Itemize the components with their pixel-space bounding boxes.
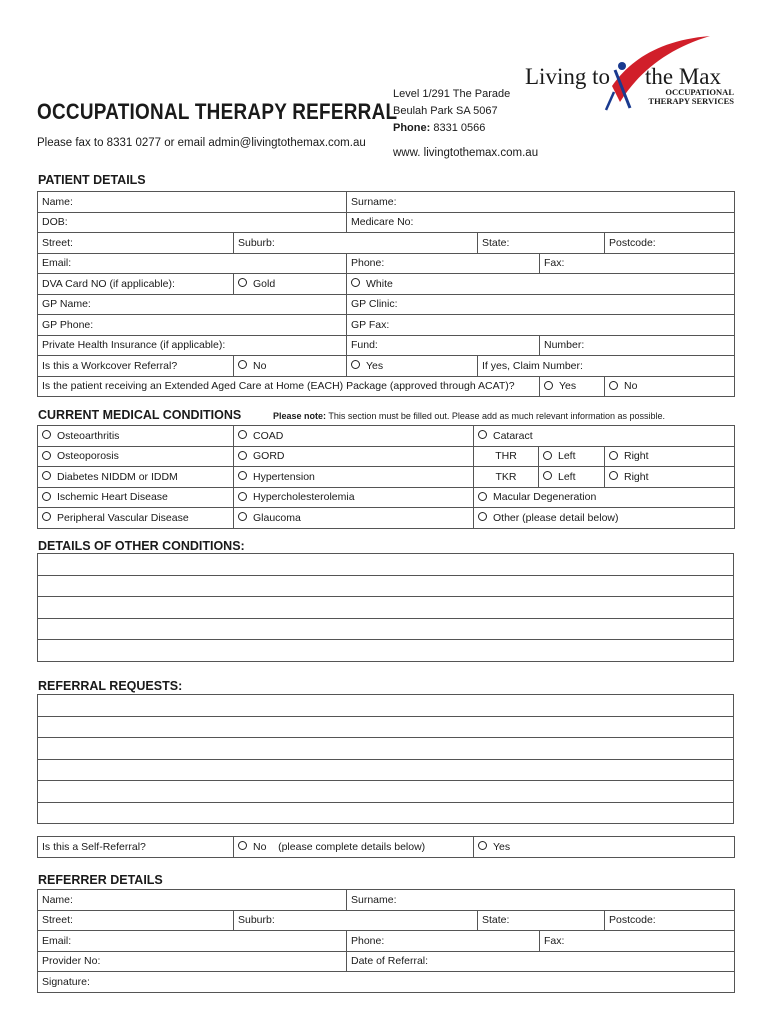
yes-label: Yes (366, 359, 384, 372)
condition-cataract[interactable] (474, 426, 735, 447)
radio-icon[interactable] (544, 381, 553, 390)
condition-osteoporosis[interactable] (38, 446, 234, 467)
radio-icon[interactable] (543, 451, 552, 460)
table-row (38, 426, 735, 447)
self-referral-table (37, 836, 735, 858)
address-line-2: Beulah Park SA 5067 (393, 105, 498, 117)
self-referral-label: Is this a Self-Referral? (38, 837, 234, 858)
radio-icon[interactable] (351, 278, 360, 287)
patient-details-table (37, 191, 735, 397)
yes-label: Yes (559, 380, 577, 393)
patient-postcode-field[interactable]: Postcode: (605, 233, 735, 254)
radio-icon[interactable] (609, 471, 618, 480)
referrer-suburb-field[interactable]: Suburb: (234, 910, 478, 931)
form-title: OCCUPATIONAL THERAPY REFERRAL (37, 99, 398, 124)
other-conditions-line[interactable] (38, 575, 734, 597)
conditions-note (273, 411, 665, 421)
table-row (38, 294, 735, 315)
table-row (38, 640, 734, 662)
table-row (38, 781, 734, 803)
number-field[interactable]: Number: (540, 335, 735, 356)
condition-label: Glaucoma (253, 511, 301, 524)
referrer-details-table (37, 889, 735, 993)
referrer-name-field[interactable]: Name: (38, 890, 347, 911)
condition-label: Macular Degeneration (493, 491, 597, 504)
condition-label: Osteoarthritis (57, 429, 120, 442)
condition-label: Osteoporosis (57, 450, 119, 463)
gp-fax-field[interactable]: GP Fax: (347, 315, 735, 336)
radio-icon[interactable] (238, 278, 247, 287)
patient-phone-field[interactable]: Phone: (347, 253, 540, 274)
referral-request-line[interactable] (38, 695, 734, 717)
condition-label: Diabetes NIDDM or IDDM (57, 470, 178, 483)
patient-details-heading: PATIENT DETAILS (38, 173, 146, 187)
table-row (38, 575, 734, 597)
thr-right-option[interactable] (605, 446, 735, 467)
radio-icon[interactable] (238, 492, 247, 501)
right-label: Right (624, 470, 649, 483)
condition-gord[interactable] (234, 446, 474, 467)
condition-hypercholesterolemia[interactable] (234, 487, 474, 508)
referrer-details-heading: REFERRER DETAILS (38, 873, 163, 887)
phone-label: Phone: (393, 122, 431, 134)
address-line-1: Level 1/291 The Parade (393, 88, 511, 100)
radio-icon[interactable] (42, 492, 51, 501)
other-conditions-line[interactable] (38, 597, 734, 619)
patient-email-field[interactable]: Email: (38, 253, 347, 274)
table-row (38, 212, 735, 233)
referral-requests-lines (37, 694, 734, 824)
dva-gold-option[interactable] (234, 274, 347, 295)
tkr-left-option[interactable] (539, 467, 605, 488)
table-row (38, 759, 734, 781)
gold-label: Gold (253, 277, 276, 290)
radio-icon[interactable] (238, 512, 247, 521)
referrer-email-field[interactable]: Email: (38, 931, 347, 952)
logo-subtitle-line2: THERAPY SERVICES (648, 96, 734, 106)
radio-icon[interactable] (351, 360, 360, 369)
phone-value: 8331 0566 (433, 122, 486, 134)
radio-icon[interactable] (478, 492, 487, 501)
patient-dob-field[interactable]: DOB: (38, 212, 347, 233)
referrer-street-field[interactable]: Street: (38, 910, 234, 931)
referral-request-line[interactable] (38, 781, 734, 803)
each-package-label: Is the patient receiving an Extended Aged Care at Home (EACH) Package (approved through ACAT)? (38, 376, 540, 397)
table-row (38, 837, 735, 858)
condition-label: Hypertension (253, 470, 315, 483)
medical-conditions-table (37, 425, 735, 529)
fund-field[interactable]: Fund: (347, 335, 540, 356)
condition-other[interactable] (474, 508, 735, 529)
radio-icon[interactable] (42, 451, 51, 460)
condition-label: Ischemic Heart Disease (57, 491, 168, 504)
patient-fax-field[interactable]: Fax: (540, 253, 735, 274)
condition-osteoarthritis[interactable] (38, 426, 234, 447)
condition-label: GORD (253, 450, 285, 463)
table-row (38, 487, 735, 508)
left-label: Left (558, 470, 576, 483)
referral-request-line[interactable] (38, 738, 734, 760)
referral-request-line[interactable] (38, 759, 734, 781)
table-row (38, 738, 734, 760)
radio-icon[interactable] (238, 471, 247, 480)
gp-clinic-field[interactable]: GP Clinic: (347, 294, 735, 315)
radio-icon[interactable] (543, 471, 552, 480)
table-row (38, 315, 735, 336)
condition-hypertension[interactable] (234, 467, 474, 488)
logo-text-part2: the Max (645, 64, 722, 89)
table-row (38, 335, 735, 356)
table-row (38, 253, 735, 274)
self-referral-no-option[interactable] (234, 837, 474, 858)
tkr-label: TKR (474, 467, 539, 488)
table-row (38, 376, 735, 397)
radio-icon[interactable] (238, 841, 247, 850)
table-row (38, 931, 735, 952)
table-row (38, 951, 735, 972)
gp-phone-field[interactable]: GP Phone: (38, 315, 347, 336)
radio-icon[interactable] (478, 512, 487, 521)
fax-email-line: Please fax to 8331 0277 or email admin@livingtothemax.com.au (37, 137, 366, 149)
patient-surname-field[interactable]: Surname: (347, 192, 735, 213)
private-health-label: Private Health Insurance (if applicable): (38, 335, 347, 356)
other-conditions-line[interactable] (38, 640, 734, 662)
table-row (38, 554, 734, 576)
each-no-option[interactable] (605, 376, 735, 397)
tkr-right-option[interactable] (605, 467, 735, 488)
no-label: No (624, 380, 638, 393)
other-conditions-line[interactable] (38, 554, 734, 576)
dva-card-label: DVA Card NO (if applicable): (38, 274, 234, 295)
date-of-referral-field[interactable]: Date of Referral: (347, 951, 735, 972)
radio-icon[interactable] (238, 451, 247, 460)
workcover-yes-option[interactable] (347, 356, 478, 377)
referral-request-line[interactable] (38, 716, 734, 738)
no-label: No (please complete details below) (253, 840, 426, 853)
referrer-surname-field[interactable]: Surname: (347, 890, 735, 911)
patient-street-field[interactable]: Street: (38, 233, 234, 254)
table-row (38, 597, 734, 619)
table-row (38, 716, 734, 738)
signature-field[interactable]: Signature: (38, 972, 735, 993)
table-row (38, 233, 735, 254)
radio-icon[interactable] (609, 451, 618, 460)
patient-state-field[interactable]: State: (478, 233, 605, 254)
condition-peripheral-vascular-disease[interactable] (38, 508, 234, 529)
thr-label: THR (474, 446, 539, 467)
radio-icon[interactable] (42, 430, 51, 439)
referral-request-line[interactable] (38, 802, 734, 824)
logo-subtitle (638, 88, 734, 106)
table-row (38, 972, 735, 993)
patient-suburb-field[interactable]: Suburb: (234, 233, 478, 254)
condition-coad[interactable] (234, 426, 474, 447)
condition-label: Hypercholesterolemia (253, 491, 355, 504)
referrer-state-field[interactable]: State: (478, 910, 605, 931)
patient-medicare-field[interactable]: Medicare No: (347, 212, 735, 233)
white-label: White (366, 277, 393, 290)
radio-icon[interactable] (42, 471, 51, 480)
table-row (38, 618, 734, 640)
referrer-fax-field[interactable]: Fax: (540, 931, 735, 952)
address-block (393, 86, 510, 137)
note-label: Please note: (273, 411, 327, 421)
other-conditions-line[interactable] (38, 618, 734, 640)
radio-icon[interactable] (238, 360, 247, 369)
condition-glaucoma[interactable] (234, 508, 474, 529)
table-row (38, 356, 735, 377)
workcover-no-option[interactable] (234, 356, 347, 377)
table-row (38, 802, 734, 824)
table-row (38, 467, 735, 488)
referral-requests-heading: REFERRAL REQUESTS: (38, 679, 183, 693)
claim-number-field[interactable]: If yes, Claim Number: (478, 356, 735, 377)
note-text: This section must be filled out. Please add as much relevant information as possible. (326, 411, 666, 421)
condition-label: Other (please detail below) (493, 511, 619, 524)
website: www. livingtothemax.com.au (393, 147, 539, 159)
condition-label: Peripheral Vascular Disease (57, 511, 189, 524)
radio-icon[interactable] (609, 381, 618, 390)
no-label: No (253, 359, 267, 372)
gp-name-field[interactable]: GP Name: (38, 294, 347, 315)
left-label: Left (558, 450, 576, 463)
radio-icon[interactable] (42, 512, 51, 521)
patient-name-field[interactable]: Name: (38, 192, 347, 213)
logo-subtitle-line1: OCCUPATIONAL (665, 87, 734, 97)
company-logo (520, 30, 740, 120)
yes-label: Yes (493, 840, 511, 853)
medical-conditions-heading: CURRENT MEDICAL CONDITIONS (38, 408, 242, 422)
other-conditions-lines (37, 553, 734, 662)
condition-label: Cataract (493, 429, 533, 442)
radio-icon[interactable] (478, 430, 487, 439)
table-row (38, 446, 735, 467)
provider-number-field[interactable]: Provider No: (38, 951, 347, 972)
condition-macular-degeneration[interactable] (474, 487, 735, 508)
other-conditions-heading: DETAILS OF OTHER CONDITIONS: (38, 539, 245, 553)
table-row (38, 274, 735, 295)
table-row (38, 910, 735, 931)
dva-white-option[interactable] (347, 274, 735, 295)
table-row (38, 192, 735, 213)
table-row (38, 508, 735, 529)
table-row (38, 695, 734, 717)
right-label: Right (624, 450, 649, 463)
condition-diabetes[interactable] (38, 467, 234, 488)
each-yes-option[interactable] (540, 376, 605, 397)
self-referral-yes-option[interactable] (474, 837, 735, 858)
condition-label: COAD (253, 429, 284, 442)
thr-left-option[interactable] (539, 446, 605, 467)
radio-icon[interactable] (478, 841, 487, 850)
radio-icon[interactable] (238, 430, 247, 439)
phone-line (393, 120, 510, 137)
referrer-postcode-field[interactable]: Postcode: (605, 910, 735, 931)
table-row (38, 890, 735, 911)
referrer-phone-field[interactable]: Phone: (347, 931, 540, 952)
workcover-label: Is this a Workcover Referral? (38, 356, 234, 377)
logo-text-part1: Living to (525, 64, 610, 89)
condition-ischemic-heart-disease[interactable] (38, 487, 234, 508)
